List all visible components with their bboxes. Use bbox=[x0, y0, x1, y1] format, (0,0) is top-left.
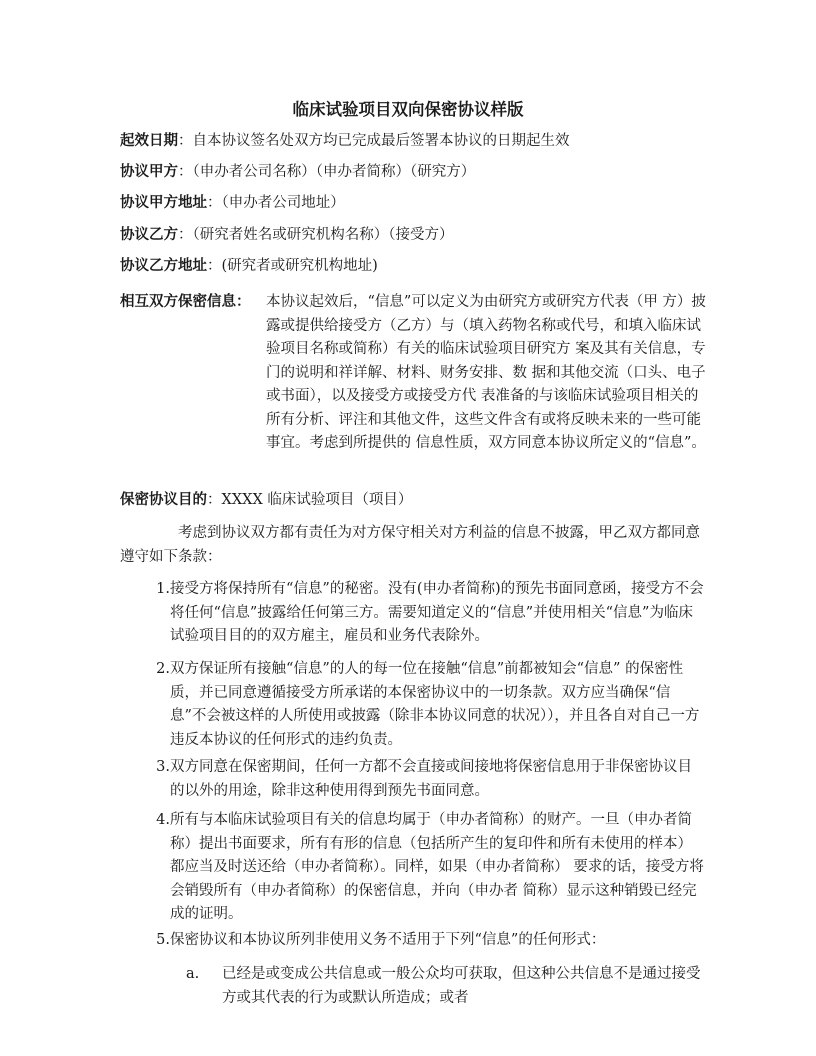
clause-number: 3. bbox=[156, 759, 170, 775]
clause-number: 2. bbox=[156, 661, 170, 677]
purpose-field bbox=[120, 490, 412, 510]
clause-text: 保密协议和本协议所列非使用义务不适用于下列“信息”的任何形式： bbox=[170, 932, 606, 948]
party-a-address-value: ：（申办者公司地址） bbox=[207, 195, 345, 211]
document-title: 临床试验项目双向保密协议样版 bbox=[292, 100, 524, 119]
clause-text: 双方保证所有接触“信息”的人的每一位在接触“信息”前都被知会“信息” 的保密性质，并已同意遵循接受方所承诺的本保密协议中的一切条款。双方应当确保“信息”不会被这样的人所使用或披露（除非本协议同意的状况）），并且各自对自己一方违反本协议的任何形式的违约负责。 bbox=[170, 661, 700, 748]
mutual-confidential-info bbox=[120, 291, 708, 491]
party-b-address-field bbox=[120, 256, 378, 276]
effective-date-field bbox=[120, 131, 570, 151]
clause-2 bbox=[120, 658, 704, 752]
party-b-field bbox=[120, 225, 454, 245]
clause-number: 1. bbox=[156, 581, 170, 597]
clause-1 bbox=[120, 578, 704, 649]
clause-text: 所有与本临床试验项目有关的信息均属于（申办者简称）的财产。一旦（申办者简称）提出书面要求，所有有形的信息（包括所产生的复印件和所有未使用的样本）都应当及时送还给（申办者简称）。同样，如果（申办者简称） 要求的话，接受方将会销毁所有（申办者简称）的保密信息，并向（申办者 简称）显示这种销毁已经完成的证明。 bbox=[170, 812, 704, 922]
clause-text: 双方同意在保密期间，任何一方都不会直接或间接地将保密信息用于非保密协议目的以外的用途，除非这种使用得到预先书面同意。 bbox=[170, 759, 692, 799]
party-b-address-label: 协议乙方地址 bbox=[120, 258, 207, 274]
preamble-paragraph: 考虑到协议双方都有责任为对方保守相关对方利益的信息不披露，甲乙双方都同意遵守如下条款： bbox=[120, 525, 700, 565]
clause-3 bbox=[120, 756, 704, 803]
subclause-letter: a. bbox=[186, 966, 200, 982]
purpose-value: ：XXXX 临床试验项目（项目） bbox=[207, 492, 413, 508]
clause-4 bbox=[120, 809, 704, 927]
clause-5 bbox=[120, 929, 704, 953]
clause-number: 4. bbox=[156, 812, 170, 828]
purpose-label: 保密协议目的 bbox=[120, 492, 207, 508]
mutual-info-text: 本协议起效后，“信息”可以定义为由研究方或研究方代表（甲 方）披露或提供给接受方（乙方）与（填入药物名称或代号，和填入临床试验项目名称或简称）有关的临床试验项目研究方 案及其有关信息，专门的说明和祥详解、材料、财务安排、数 据和其他交流（口头、电子或书面），以及接受方或接受方代 表准备的与该临床试验项目相关的所有分析、评注和其他文件，这些文件含有或将反映未来的一些可能事宜。考虑到所提供的 信息性质，双方同意本协议所定义的“信息”。 bbox=[266, 294, 706, 451]
party-b-label: 协议乙方 bbox=[120, 227, 178, 243]
party-b-value: ：（研究者姓名或研究机构名称）（接受方） bbox=[178, 227, 454, 243]
effective-date-label: 起效日期 bbox=[120, 133, 178, 149]
clause-text: 接受方将保持所有“信息”的秘密。没有(申办者简称)的预先书面同意函，接受方不会将任何“信息”披露给任何第三方。需要知道定义的“信息”并使用相关“信息”为临床试验项目目的的双方雇主，雇员和业务代表除外。 bbox=[170, 581, 704, 644]
party-b-address-value: ：(研究者或研究机构地址) bbox=[207, 258, 378, 274]
mutual-info-label: 相互双方保密信息： bbox=[120, 294, 251, 310]
party-a-label: 协议甲方 bbox=[120, 164, 178, 180]
subclause-text: 已经是或变成公共信息或一般公众均可获取，但这种公共信息不是通过接受方或其代表的行为或默认所造成；或者 bbox=[222, 966, 701, 1006]
subclause-a bbox=[170, 963, 704, 1010]
party-a-field bbox=[120, 162, 475, 182]
effective-date-value: ：自本协议签名处双方均已完成最后签署本协议的日期起生效 bbox=[178, 133, 570, 149]
clause-number: 5. bbox=[156, 932, 170, 948]
party-a-address-field bbox=[120, 193, 345, 213]
party-a-value: ：（申办者公司名称）（申办者简称）（研究方） bbox=[178, 164, 476, 180]
party-a-address-label: 协议甲方地址 bbox=[120, 195, 207, 211]
